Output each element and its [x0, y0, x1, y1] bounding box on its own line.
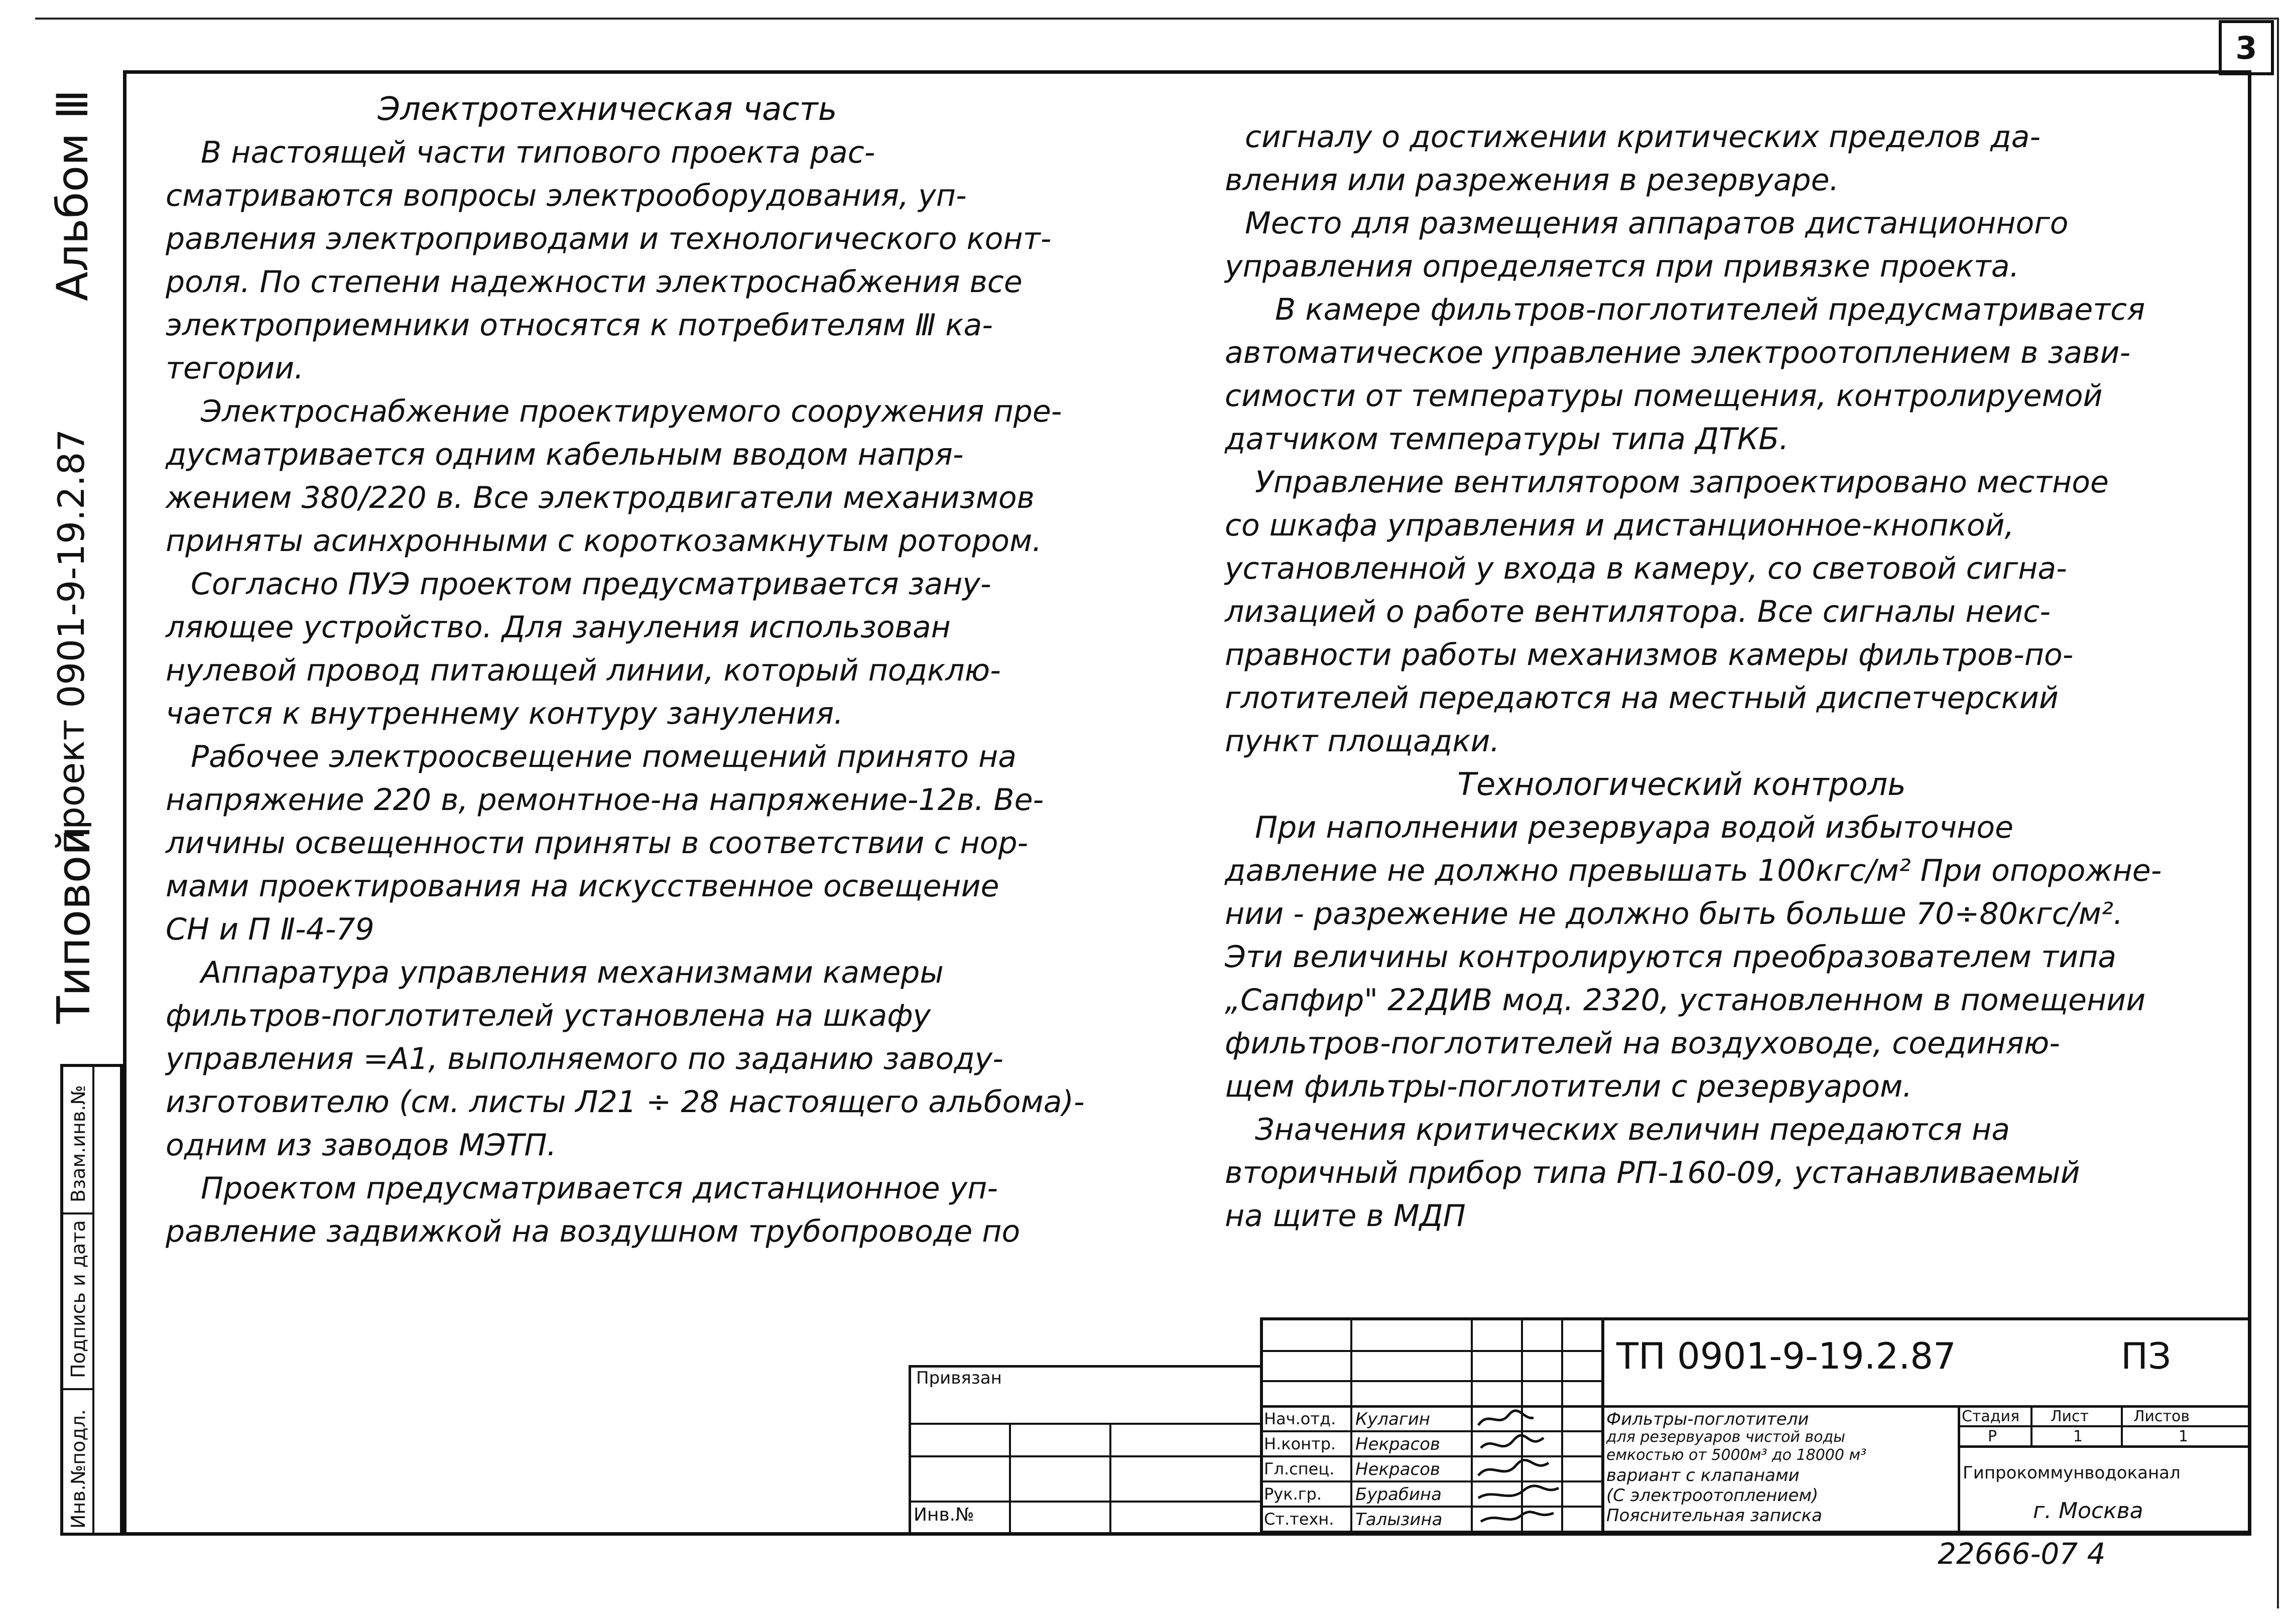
text-line: Аппаратура управления механизмами камеры	[201, 955, 944, 990]
page-number: 3	[2219, 20, 2274, 75]
privyazan-label: Привязан	[916, 1368, 1002, 1388]
text-line: тегории.	[166, 351, 304, 386]
name-label: Некрасов	[1355, 1434, 1440, 1454]
text-line: нулевой провод питающей линии, который подклю-	[166, 653, 1001, 688]
organization: Гипрокоммунводоканал	[1963, 1463, 2181, 1483]
text-line: правности работы механизмов камеры фильтров-по-	[1225, 637, 2074, 672]
sheets-header: Листов	[2133, 1408, 2190, 1425]
section-heading: Электротехническая часть	[377, 91, 837, 128]
text-line: изготовителю (см. листы Л21 ÷ 28 настоящего альбома)-	[166, 1085, 1085, 1120]
text-line: жением 380/220 в. Все электродвигатели механизмов	[166, 480, 1035, 515]
role-label: Ст.техн.	[1264, 1510, 1334, 1529]
text-line: ляющее устройство. Для зануления использован	[166, 610, 951, 645]
text-line: датчиком температуры типа ДТКБ.	[1225, 422, 1789, 457]
sheet-code: ПЗ	[2121, 1335, 2172, 1377]
text-line: одним из заводов МЭТП.	[166, 1128, 557, 1163]
section-heading: Технологический контроль	[1457, 766, 1906, 802]
text-line: Значения критических величин передаются на	[1255, 1112, 2010, 1147]
text-line: фильтров-поглотителей установлена на шкафу	[166, 998, 931, 1033]
right-column	[1225, 115, 2229, 1238]
text-line: нии - разрежение не должно быть больше 70÷80кгс/м².	[1225, 896, 2123, 931]
name-label: Кулагин	[1355, 1409, 1431, 1429]
description-line: вариант с клапанами	[1606, 1465, 1800, 1485]
album-label: Альбом Ⅲ	[48, 89, 98, 301]
text-line: чается к внутреннему контуру зануления.	[166, 696, 844, 731]
text-line: фильтров-поглотителей на воздуховоде, соединяю-	[1225, 1026, 2060, 1061]
name-label: Бурабина	[1355, 1484, 1442, 1505]
role-label: Гл.спец.	[1264, 1459, 1335, 1478]
text-line: симости от температуры помещения, контролируемой	[1225, 378, 2103, 414]
text-line: управления определяется при привязке проекта.	[1225, 249, 2019, 284]
text-line: дусматривается одним кабельным вводом напря-	[166, 437, 964, 472]
text-line: Управление вентилятором запроектировано местное	[1255, 465, 2109, 500]
signature-date-label: Подпись и дата	[67, 1220, 89, 1378]
text-line: вления или разрежения в резервуаре.	[1225, 163, 1839, 198]
text-line: сигналу о достижении критических пределов да-	[1245, 119, 2041, 155]
role-label: Нач.отд.	[1264, 1409, 1336, 1428]
text-line: вторичный прибор типа РП-160-09, устанавливаемый	[1225, 1155, 2080, 1190]
text-line: СН и П Ⅱ-4-79	[166, 912, 374, 947]
text-line: напряжение 220 в, ремонтное-на напряжение-12в. Ве-	[166, 782, 1044, 818]
text-line: Проектом предусматривается дистанционное уп-	[201, 1171, 998, 1206]
archive-number: 22666-07 4	[1938, 1537, 2106, 1571]
description-line: для резервуаров чистой воды	[1606, 1428, 1845, 1446]
text-line: В камере фильтров-поглотителей предусматривается	[1275, 292, 2145, 327]
sheet-header: Лист	[2051, 1408, 2089, 1425]
text-line: глотителей передаются на местный диспетчерский	[1225, 681, 2059, 716]
role-label: Рук.гр.	[1264, 1484, 1322, 1504]
name-label: Некрасов	[1355, 1459, 1440, 1479]
text-line: установленной у входа в камеру, со световой сигна-	[1225, 551, 2067, 586]
text-line: автоматическое управление электроотоплением в зави-	[1225, 335, 2131, 370]
text-line: мами проектирования на искусственное освещение	[166, 869, 999, 904]
side-stamp	[60, 1064, 123, 1536]
text-line: сматриваются вопросы электрооборудования, уп-	[166, 178, 967, 213]
project-label: проект 0901-9-19.2.87	[50, 429, 92, 853]
city: г. Москва	[2033, 1498, 2143, 1524]
sheet-value: 1	[2073, 1428, 2083, 1445]
text-line: со шкафа управления и дистанционное-кнопкой,	[1225, 508, 2014, 543]
text-line: Рабочее электроосвещение помещений принято на	[191, 739, 1016, 774]
text-line: равление задвижкой на воздушном трубопроводе по	[166, 1214, 1021, 1249]
stage-header: Стадия	[1962, 1408, 2020, 1425]
text-line: Электроснабжение проектируемого сооружения пре-	[201, 394, 1062, 429]
text-line: приняты асинхронными с короткозамкнутым ротором.	[166, 523, 1042, 559]
text-line: При наполнении резервуара водой избыточное	[1255, 810, 2014, 845]
replaces-inv-label: Взам.инв.№	[67, 1085, 89, 1202]
text-line: лизацией о работе вентилятора. Все сигналы неис-	[1225, 594, 2051, 629]
text-line: „Сапфир" 22ДИВ мод. 2320, установленном в помещении	[1225, 983, 2146, 1018]
sheets-value: 1	[2179, 1428, 2189, 1445]
text-line: личины освещенности приняты в соответствии с нор-	[166, 826, 1029, 861]
text-line: В настоящей части типового проекта рас-	[201, 135, 875, 170]
left-column	[166, 88, 1180, 1253]
text-line: управления =А1, выполняемого по заданию заводу-	[166, 1041, 1003, 1076]
role-label: Н.контр.	[1264, 1434, 1336, 1453]
typical-label: Типовой	[48, 826, 100, 1024]
text-line: давление не должно превышать 100кгс/м² При опорожне-	[1225, 853, 2162, 888]
inv-number-label: Инв.№	[914, 1505, 974, 1525]
description-line: (С электроотоплением)	[1606, 1485, 1819, 1506]
signatures	[1473, 1405, 1564, 1531]
document-code: ТП 0901-9-19.2.87	[1616, 1335, 1956, 1377]
text-line: Место для размещения аппаратов дистанционного	[1245, 206, 2069, 241]
text-line: пункт площадки.	[1225, 724, 1500, 759]
description-line: емкостью от 5000м³ до 18000 м³	[1606, 1446, 1867, 1464]
text-line: Согласно ПУЭ проектом предусматривается зану-	[191, 567, 991, 602]
text-line: роля. По степени надежности электроснабжения все	[166, 264, 1023, 300]
text-line: щем фильтры-поглотители с резервуаром.	[1225, 1069, 1913, 1104]
text-line: Эти величины контролируются преобразователем типа	[1225, 939, 2117, 975]
text-line: на щите в МДП	[1225, 1198, 1466, 1234]
description-line: Пояснительная записка	[1606, 1506, 1822, 1526]
stage-value: Р	[1988, 1428, 1997, 1445]
text-line: равления электроприводами и технологического конт-	[166, 221, 1052, 256]
inv-original-label: Инв.№подл.	[67, 1409, 89, 1529]
text-line: электроприемники относятся к потребителям Ⅲ ка-	[166, 308, 993, 343]
description-line: Фильтры-поглотители	[1606, 1409, 1809, 1429]
name-label: Талызина	[1355, 1510, 1443, 1530]
